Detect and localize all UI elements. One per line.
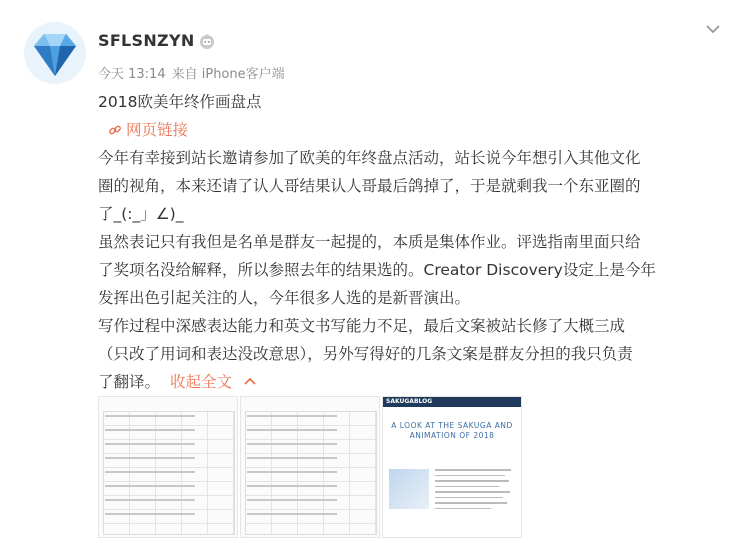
post-title: 2018欧美年终作画盘点 xyxy=(98,93,262,111)
image-thumbnail-sakuga-blog[interactable] xyxy=(382,396,522,538)
post-line: 今年有幸接到站长邀请参加了欧美的年终盘点活动，站长说今年想引入其他文化 xyxy=(98,149,641,167)
sakuga-article-text xyxy=(435,469,515,513)
username[interactable]: SFLSNZYN xyxy=(98,31,195,50)
post-content xyxy=(98,88,718,396)
link-icon xyxy=(108,123,122,137)
collapse-button[interactable] xyxy=(170,373,257,391)
sakuga-headline-line-1: A LOOK AT THE SAKUGA AND xyxy=(391,421,513,430)
post-line: 发挥出色引起关注的人，今年很多人选的是新晋演出。 xyxy=(98,289,471,307)
post-last-line xyxy=(98,368,718,396)
chevron-up-icon xyxy=(243,376,257,386)
table-text-lines xyxy=(247,415,375,527)
sakuga-headline-line-2: ANIMATION OF 2018 xyxy=(409,431,495,440)
post-meta xyxy=(98,63,291,82)
post-line: 了_(:_」∠)_ xyxy=(98,205,184,223)
robot-badge-icon xyxy=(198,33,216,49)
post-source: 来自 iPhone客户端 xyxy=(171,67,285,82)
post-line: （只改了用词和表达没改意思），另外写得好的几条文案是群友分担的我只负责 xyxy=(98,345,633,363)
post-line: 写作过程中深感表达能力和英文书写能力不足，最后文案被站长修了大概三成 xyxy=(98,317,626,335)
chevron-down-icon[interactable] xyxy=(704,22,722,36)
sakuga-logo: SAKUGABLOG xyxy=(383,397,521,407)
post-line: 圈的视角，本来还请了认人哥结果认人哥最后鸽掉了，于是就剩我一个东亚圈的 xyxy=(98,177,641,195)
sakuga-article-image xyxy=(389,469,429,509)
table-text-lines xyxy=(105,415,233,527)
image-thumbnail-table-1[interactable] xyxy=(98,396,238,538)
post-line: 虽然表记只有我但是名单是群友一起提的，本质是集体作业。评选指南里面只给 xyxy=(98,233,641,251)
diamond-avatar-icon xyxy=(24,22,86,84)
thumbnail-caption xyxy=(241,402,379,408)
post-time[interactable]: 今天 13:14 xyxy=(98,67,166,82)
sakuga-headline xyxy=(383,421,521,441)
collapse-label: 收起全文 xyxy=(170,373,233,391)
post-line: 了奖项名没给解释，所以参照去年的结果选的。Creator Discovery设定上是今年 xyxy=(98,261,656,279)
image-thumbnail-table-2[interactable] xyxy=(240,396,380,538)
post-line: 了翻译。 xyxy=(98,373,161,391)
web-link-label: 网页链接 xyxy=(126,121,189,139)
web-link[interactable] xyxy=(98,116,718,144)
avatar[interactable] xyxy=(24,22,86,84)
thumbnail-caption xyxy=(99,402,237,408)
